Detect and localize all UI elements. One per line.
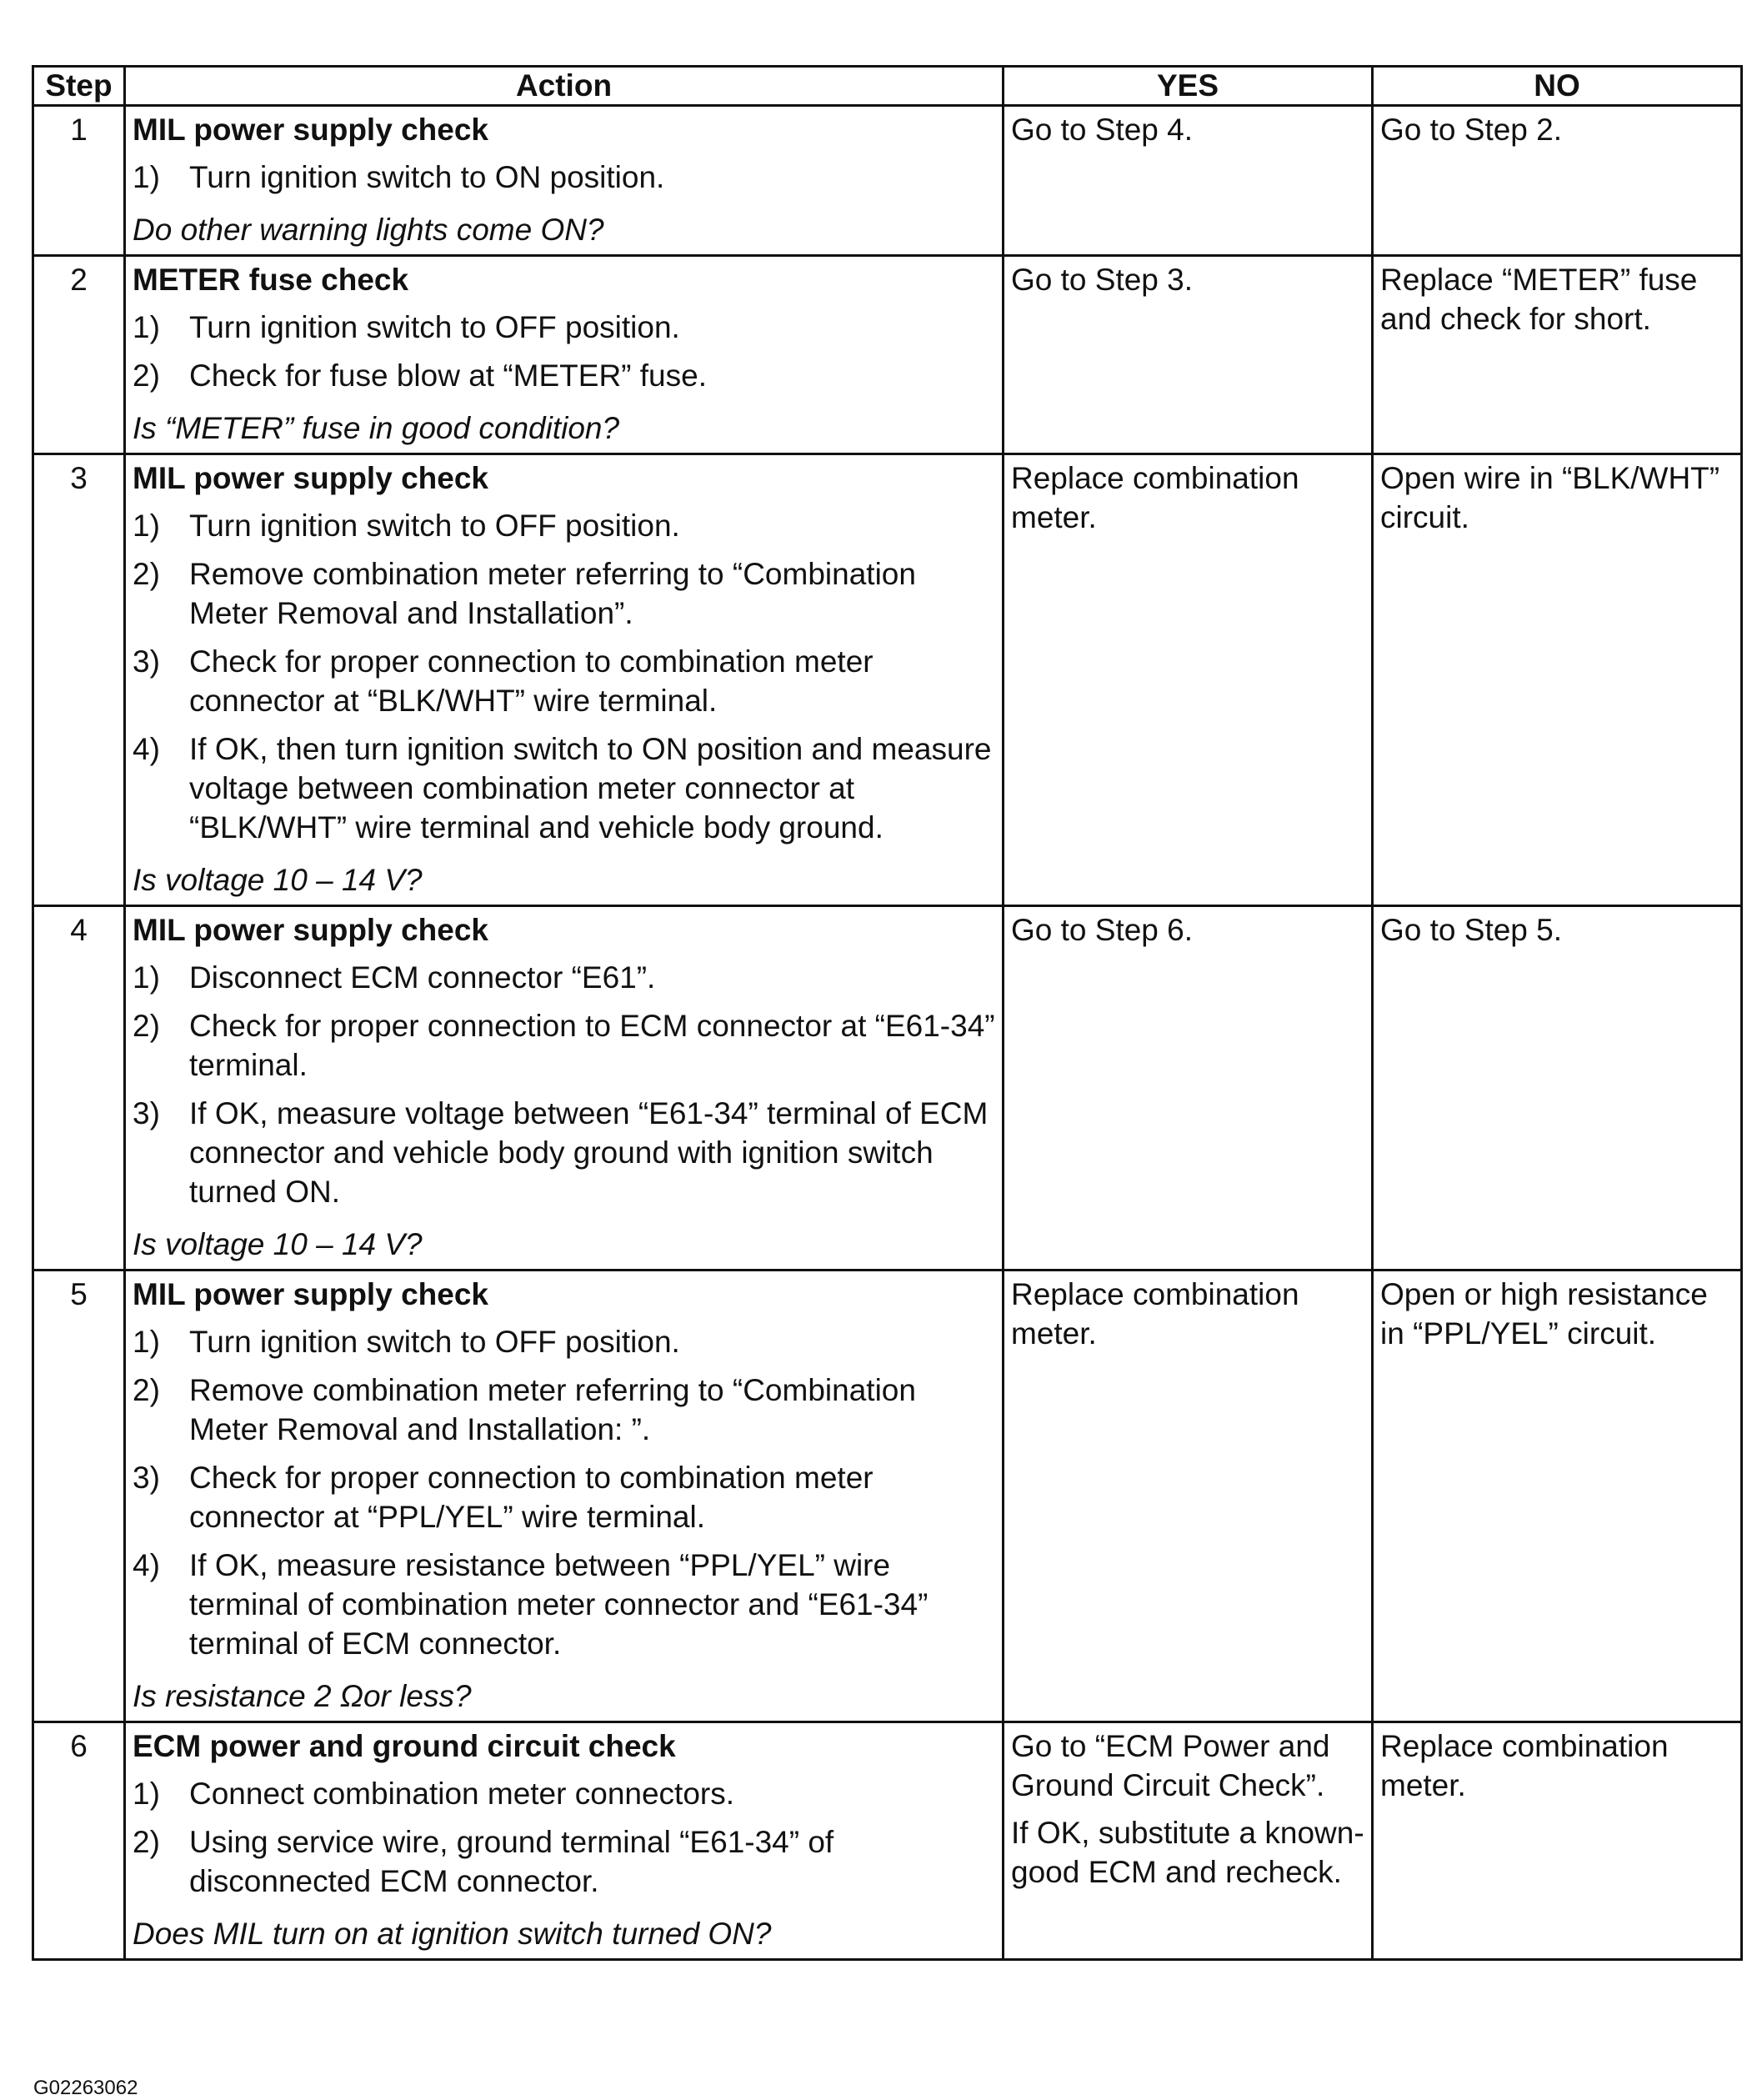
substep-number: 1) — [133, 1777, 160, 1811]
figure-id: G02263062 — [33, 2077, 138, 2099]
substep-text: Check for proper connection to combination meter connector at “BLK/WHT” wire terminal. — [189, 644, 873, 718]
action-cell — [125, 1271, 1004, 1722]
substep-item — [133, 729, 995, 847]
table-row — [33, 1722, 1742, 1960]
substep-number: 4) — [133, 732, 160, 766]
yes-result: Replace combination meter. — [1011, 1277, 1299, 1351]
step-number-cell: 4 — [33, 906, 125, 1271]
substep-number: 1) — [133, 509, 160, 543]
substep-number: 3) — [133, 1096, 160, 1130]
action-cell — [125, 256, 1004, 454]
header-yes: YES — [1004, 67, 1373, 106]
substep-item — [133, 158, 995, 197]
substep-list — [133, 308, 995, 395]
substep-item — [133, 1322, 995, 1361]
step-title: MIL power supply check — [133, 1277, 488, 1311]
yes-result: Go to Step 3. — [1011, 263, 1194, 297]
substep-text: Disconnect ECM connector “E61”. — [189, 960, 656, 995]
step-title: MIL power supply check — [133, 113, 488, 147]
no-cell: Go to Step 2. — [1373, 106, 1742, 256]
substep-number: 2) — [133, 1009, 160, 1043]
no-cell: Open or high resistance in “PPL/YEL” circuit. — [1373, 1271, 1742, 1722]
check-question: Is resistance 2 Ωor less? — [133, 1679, 472, 1713]
substep-item — [133, 1371, 995, 1449]
substep-list — [133, 1774, 995, 1901]
header-step: Step — [33, 67, 125, 106]
substep-text: Turn ignition switch to OFF position. — [189, 310, 680, 344]
substep-number: 2) — [133, 557, 160, 591]
yes-cell — [1004, 256, 1373, 454]
check-question: Is voltage 10 – 14 V? — [133, 1227, 423, 1261]
table-header-row — [33, 67, 1742, 106]
table-row — [33, 906, 1742, 1271]
action-cell — [125, 454, 1004, 906]
substep-item — [133, 506, 995, 545]
substep-text: Turn ignition switch to OFF position. — [189, 1325, 680, 1359]
substep-number: 1) — [133, 1325, 160, 1359]
substep-list — [133, 506, 995, 847]
substep-text: If OK, measure voltage between “E61-34” terminal of ECM connector and vehicle body ground with ignition switch turned ON. — [189, 1096, 989, 1209]
check-question: Do other warning lights come ON? — [133, 213, 604, 247]
substep-text: Check for proper connection to ECM connector at “E61-34” terminal. — [189, 1009, 995, 1082]
header-no: NO — [1373, 67, 1742, 106]
step-title: MIL power supply check — [133, 461, 488, 495]
no-cell: Open wire in “BLK/WHT” circuit. — [1373, 454, 1742, 906]
substep-list — [133, 1322, 995, 1663]
substep-number: 3) — [133, 644, 160, 679]
yes-result: Go to “ECM Power and Ground Circuit Check”. — [1011, 1729, 1330, 1802]
substep-item — [133, 554, 995, 633]
substep-text: Using service wire, ground terminal “E61-34” of disconnected ECM connector. — [189, 1825, 834, 1898]
no-cell: Go to Step 5. — [1373, 906, 1742, 1271]
header-action: Action — [125, 67, 1004, 106]
troubleshooting-sheet — [32, 65, 1740, 2099]
substep-item — [133, 958, 995, 997]
step-number-cell: 6 — [33, 1722, 125, 1960]
step-title: METER fuse check — [133, 263, 409, 297]
substep-item — [133, 1458, 995, 1536]
substep-text: Turn ignition switch to ON position. — [189, 160, 665, 194]
substep-text: Remove combination meter referring to “Combination Meter Removal and Installation”. — [189, 557, 916, 630]
substep-text: Connect combination meter connectors. — [189, 1777, 735, 1811]
check-question: Is “METER” fuse in good condition? — [133, 411, 620, 445]
step-number-cell: 2 — [33, 256, 125, 454]
yes-cell — [1004, 1722, 1373, 1960]
yes-result: Go to Step 4. — [1011, 113, 1194, 147]
substep-number: 4) — [133, 1548, 160, 1582]
yes-cell — [1004, 106, 1373, 256]
substep-list — [133, 158, 995, 197]
substep-text: Turn ignition switch to OFF position. — [189, 509, 680, 543]
substep-text: If OK, then turn ignition switch to ON position and measure voltage between combination meter connector at “BLK/WHT” wire terminal and vehicle body ground. — [189, 732, 992, 845]
no-cell: Replace “METER” fuse and check for short. — [1373, 256, 1742, 454]
substep-text: Remove combination meter referring to “Combination Meter Removal and Installation: ”. — [189, 1373, 916, 1446]
step-number-cell: 5 — [33, 1271, 125, 1722]
table-body — [33, 106, 1742, 1960]
substep-number: 1) — [133, 310, 160, 344]
substep-text: Check for fuse blow at “METER” fuse. — [189, 358, 707, 393]
diagnostic-flow-table — [32, 65, 1743, 1961]
substep-number: 2) — [133, 1373, 160, 1407]
action-cell — [125, 106, 1004, 256]
step-number-cell: 3 — [33, 454, 125, 906]
substep-item — [133, 642, 995, 720]
substep-item — [133, 308, 995, 347]
check-question: Does MIL turn on at ignition switch turned ON? — [133, 1917, 772, 1951]
substep-item — [133, 1774, 995, 1813]
substep-number: 1) — [133, 160, 160, 194]
table-row — [33, 454, 1742, 906]
substep-number: 3) — [133, 1461, 160, 1495]
table-row — [33, 106, 1742, 256]
substep-item — [133, 1546, 995, 1663]
yes-cell — [1004, 454, 1373, 906]
substep-item — [133, 1094, 995, 1211]
yes-result: Replace combination meter. — [1011, 461, 1299, 534]
step-title: ECM power and ground circuit check — [133, 1729, 676, 1763]
substep-list — [133, 958, 995, 1211]
action-cell — [125, 906, 1004, 1271]
yes-cell — [1004, 906, 1373, 1271]
substep-item — [133, 356, 995, 395]
yes-result: Go to Step 6. — [1011, 913, 1194, 947]
table-row — [33, 1271, 1742, 1722]
no-cell: Replace combination meter. — [1373, 1722, 1742, 1960]
substep-item — [133, 1822, 995, 1901]
step-number-cell: 1 — [33, 106, 125, 256]
step-title: MIL power supply check — [133, 913, 488, 947]
substep-item — [133, 1006, 995, 1085]
substep-text: If OK, measure resistance between “PPL/YEL” wire terminal of combination meter connector and “E61-34” terminal of ECM connector. — [189, 1548, 929, 1661]
table-row — [33, 256, 1742, 454]
substep-text: Check for proper connection to combination meter connector at “PPL/YEL” wire terminal. — [189, 1461, 873, 1534]
substep-number: 1) — [133, 960, 160, 995]
action-cell — [125, 1722, 1004, 1960]
yes-result-extra: If OK, substitute a known-good ECM and recheck. — [1011, 1816, 1364, 1889]
substep-number: 2) — [133, 358, 160, 393]
check-question: Is voltage 10 – 14 V? — [133, 863, 423, 897]
yes-cell — [1004, 1271, 1373, 1722]
substep-number: 2) — [133, 1825, 160, 1859]
